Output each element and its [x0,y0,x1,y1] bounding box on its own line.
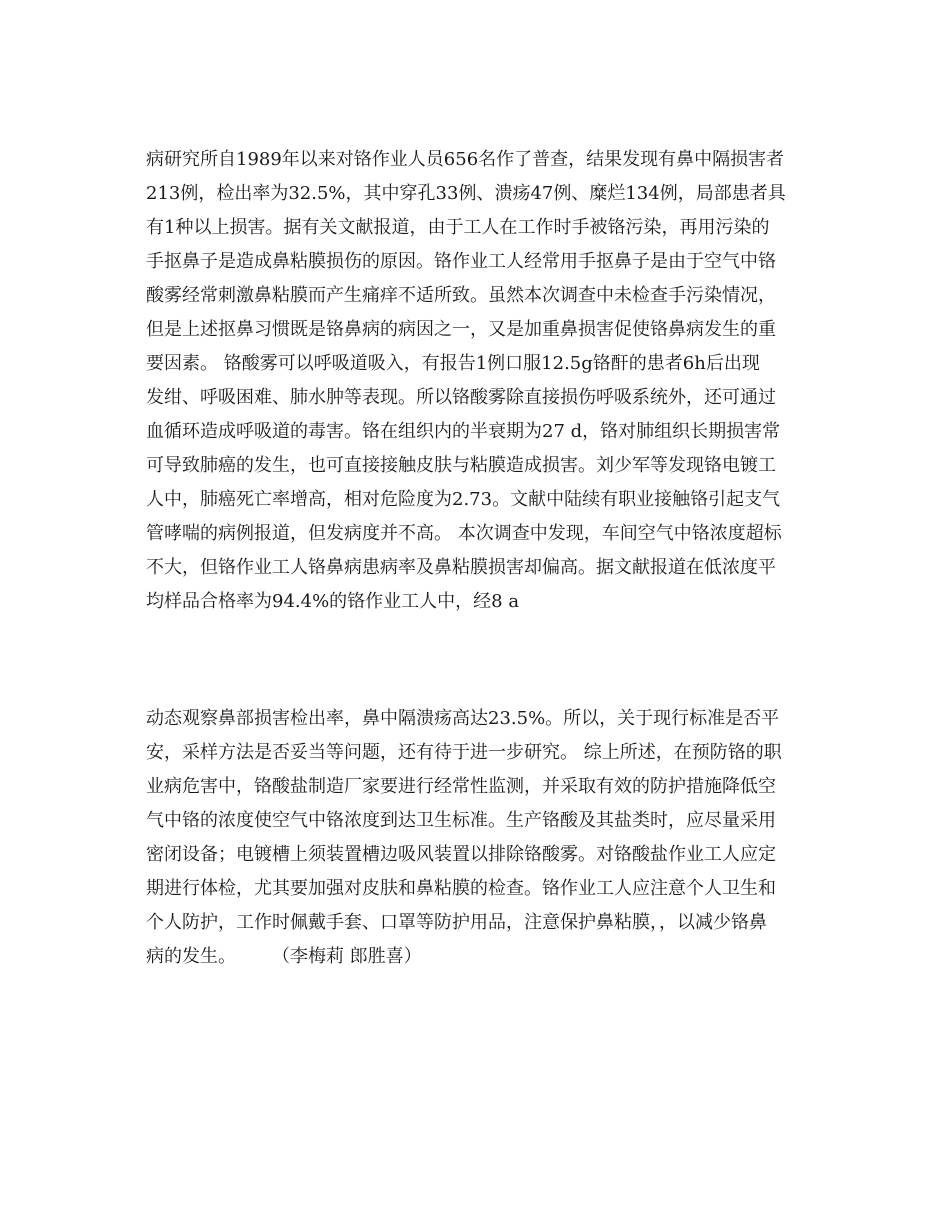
text-line: 业病危害中，铬酸盐制造厂家要进行经常性监测，并采取有效的防护措施降低空 [146,776,776,797]
text-line: 气中铬的浓度使空气中铬浓度到达卫生标准。生产铬酸及其盐类时，应尽量采用 [146,810,776,831]
text-line: 但是上述抠鼻习惯既是铬鼻病的病因之一，又是加重鼻损害促使铬鼻病发生的重 [146,319,776,340]
text-line: 管哮喘的病例报道，但发病度并不高。 本次调查中发现，车间空气中铬浓度超标 [146,523,782,544]
text-line: 人中，肺癌死亡率增高，相对危险度为2.73。文献中陆续有职业接触铬引起支气 [146,489,781,510]
paragraph-1 [146,143,826,619]
text-line: 发绀、呼吸困难、肺水肿等表现。所以铬酸雾除直接损伤呼吸系统外，还可通过 [146,387,776,408]
text-line: 安，采样方法是否妥当等问题，还有待于进一步研究。 综上所述，在预防铬的职 [146,742,782,763]
text-line: 可导致肺癌的发生，也可直接接触皮肤与粘膜造成损害。刘少军等发现铬电镀工 [146,455,776,476]
text-line: 213例，检出率为32.5%，其中穿孔33例、溃疡47例、糜烂134例，局部患者具 [146,183,786,204]
text-line: 个人防护，工作时佩戴手套、口罩等防护用品，注意保护鼻粘膜，，以减少铬鼻 [146,912,767,933]
text-line: 密闭设备；电镀槽上须装置槽边吸风装置以排除铬酸雾。对铬酸盐作业工人应定 [146,844,776,865]
text-line: 血循环造成呼吸道的毒害。铬在组织内的半衰期为27 d，铬对肺组织长期损害常 [146,421,781,442]
text-line: 病研究所自1989年以来对铬作业人员656名作了普查，结果发现有鼻中隔损害者 [146,149,785,170]
text-line: 不大，但铬作业工人铬鼻病患病率及鼻粘膜损害却偏高。据文献报道在低浓度平 [146,557,776,578]
text-line: 手抠鼻子是造成鼻粘膜损伤的原因。铬作业工人经常用手抠鼻子是由于空气中铬 [146,251,776,272]
paragraph-2 [146,702,826,974]
author-line: 病的发生。 （李梅莉 郎胜喜） [146,946,422,967]
text-line: 酸雾经常刺激鼻粘膜而产生痛痒不适所致。虽然本次调查中未检查手污染情况， [146,285,776,306]
text-line: 要因素。 铬酸雾可以呼吸道吸入，有报告1例口服12.5g铬酐的患者6h后出现 [146,353,760,374]
text-line: 期进行体检，尤其要加强对皮肤和鼻粘膜的检查。铬作业工人应注意个人卫生和 [146,878,776,899]
text-line: 均样品合格率为94.4%的铬作业工人中，经8 a [146,591,520,612]
text-line: 动态观察鼻部损害检出率，鼻中隔溃疡高达23.5%。所以，关于现行标准是否平 [146,708,780,729]
text-line: 有1种以上损害。据有关文献报道，由于工人在工作时手被铬污染，再用污染的 [146,217,770,238]
